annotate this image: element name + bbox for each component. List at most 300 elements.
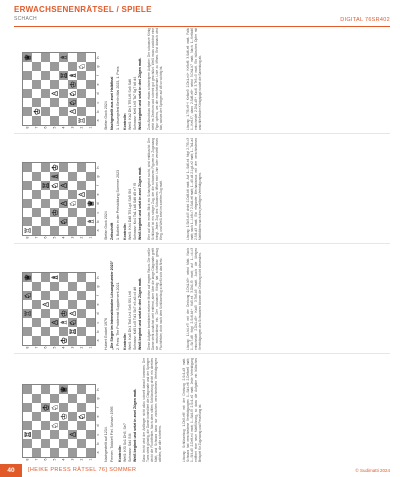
puzzle-control-label: Kontrolle: — [123, 223, 127, 240]
rank-label: 5 — [52, 126, 57, 129]
white-chess-piece-icon: ♗ — [50, 273, 60, 282]
file-label: e — [96, 83, 100, 86]
board-square — [86, 116, 95, 125]
board-square — [77, 71, 86, 80]
white-chess-piece-icon: ♖ — [23, 430, 33, 439]
white-pieces: Weiß: Kb2 Dh1 Tf5 Lf6 Sc6 Sd6 — [128, 78, 132, 130]
white-chess-piece-icon: ♘ — [68, 89, 78, 98]
white-chess-piece-icon: ♔ — [50, 163, 60, 172]
puzzle-source: Stefan Gock 2024 — [104, 101, 108, 130]
board-square — [77, 385, 86, 394]
board-square — [41, 80, 50, 89]
board-square — [32, 403, 41, 412]
white-chess-piece-icon: ♖ — [68, 327, 78, 336]
black-chess-piece-icon: ♙ — [59, 181, 69, 190]
board-square — [41, 116, 50, 125]
rank-label: 6 — [43, 236, 48, 239]
board-square — [50, 199, 59, 208]
board-square — [23, 300, 32, 309]
rank-label: 3 — [70, 236, 75, 239]
board-square — [68, 226, 77, 235]
rank-label: 3 — [70, 126, 75, 129]
file-label: d — [96, 92, 100, 95]
puzzle-award: 2. Preis: The Problemist Supplement 2021 — [116, 282, 120, 350]
rank-label: 4 — [61, 236, 66, 239]
board-square — [86, 327, 95, 336]
board-square — [77, 282, 86, 291]
board-square — [68, 163, 77, 172]
page-header — [14, 5, 390, 27]
board-square — [50, 53, 59, 62]
white-chess-piece-icon: ♔ — [41, 403, 51, 412]
board-square — [86, 190, 95, 199]
white-chess-piece-icon: ♖ — [59, 71, 69, 80]
board-square — [50, 430, 59, 439]
black-chess-piece-icon: ♔ — [68, 80, 78, 89]
board-square — [41, 226, 50, 235]
white-chess-piece-icon: ♗ — [50, 172, 60, 181]
board-square — [23, 336, 32, 345]
board-square — [59, 80, 68, 89]
board-square — [32, 300, 41, 309]
board-square — [23, 163, 32, 172]
board-square — [86, 62, 95, 71]
white-chess-piece-icon: ♘ — [68, 318, 78, 327]
board-square — [32, 53, 41, 62]
board-square — [41, 318, 50, 327]
file-label: d — [96, 424, 100, 427]
rank-label: 4 — [61, 126, 66, 129]
white-chess-piece-icon: ♘ — [23, 291, 33, 300]
board-square — [23, 394, 32, 403]
board-square — [86, 448, 95, 457]
file-label: b — [96, 220, 100, 223]
black-chess-piece-icon: ♖ — [23, 226, 33, 235]
rank-label: 8 — [25, 126, 30, 129]
white-chess-piece-icon: ♘ — [50, 181, 60, 190]
board-square — [77, 217, 86, 226]
file-label: c — [96, 321, 100, 324]
board-square — [86, 336, 95, 345]
page-footer — [0, 464, 400, 477]
rank-label: 8 — [25, 346, 30, 349]
board-square — [59, 403, 68, 412]
file-label: f — [96, 74, 100, 77]
rank-label: 1 — [88, 236, 93, 239]
board-square — [41, 448, 50, 457]
board-square — [68, 439, 77, 448]
board-square — [50, 336, 59, 345]
board-square — [77, 309, 86, 318]
board-square — [86, 181, 95, 190]
puzzle-solution: Lösung: 1.Sb5-d4!! droht 2.Dd8-b6 matt. Auf 1...Sd6-e4 folgt 2.Tf3-c3 matt; nach 1...Lb8-c7 2.Sd4-e6 matt; 1...d5-d4 2.Lg4-e2 matt; 1...Ta1-a4 2.Sf4-d3 matt. Ein eleganter Mechanismus mit vier verschiedenen Mattbildern nach den jeweiligen Verteidigungen. — [186, 138, 203, 240]
board-square — [59, 282, 68, 291]
board-square — [77, 421, 86, 430]
puzzle-author: Fernen: Tobbiefl Fiel. Schach 1995 — [110, 406, 114, 462]
black-chess-piece-icon: ♙ — [68, 430, 78, 439]
black-chess-piece-icon: ♗ — [59, 53, 69, 62]
board-square — [41, 439, 50, 448]
board-square — [68, 421, 77, 430]
white-pieces: Weiß: Kh4 Dd8 Tf3 Lg4 Sb5 Sf4 — [128, 188, 132, 240]
board-square — [32, 71, 41, 80]
board-square — [50, 394, 59, 403]
page-number: 40 — [0, 464, 22, 477]
puzzle-task: Weiß beginnt und setzt in zwei Zügen matt. — [133, 388, 137, 462]
puzzle-column-4 — [14, 26, 390, 130]
black-chess-piece-icon: ♙ — [41, 300, 51, 309]
rank-label: 2 — [79, 126, 84, 129]
black-chess-piece-icon: ♙ — [68, 107, 78, 116]
board-square — [41, 53, 50, 62]
black-chess-piece-icon: ♙ — [50, 318, 60, 327]
board-square — [68, 181, 77, 190]
black-chess-piece-icon: ♔ — [59, 412, 69, 421]
black-chess-piece-icon: ♘ — [68, 199, 78, 208]
white-chess-piece-icon: ♕ — [59, 385, 69, 394]
puzzle-control-label: Kontrolle: — [123, 333, 127, 350]
board-square — [68, 217, 77, 226]
board-square — [59, 163, 68, 172]
rank-label: 5 — [52, 458, 57, 461]
board-square — [68, 336, 77, 345]
board-square — [41, 190, 50, 199]
board-square — [23, 116, 32, 125]
black-pieces: Schwarz: Kd5 Lc5 Td1 Sb7 e3 a3 c4 d6 — [133, 286, 137, 350]
board-square — [68, 190, 77, 199]
board-square — [77, 291, 86, 300]
board-square — [23, 190, 32, 199]
board-square — [32, 98, 41, 107]
board-square — [41, 412, 50, 421]
board-square — [86, 89, 95, 98]
rank-label: 2 — [79, 346, 84, 349]
board-square — [50, 190, 59, 199]
board-square — [41, 421, 50, 430]
board-square — [59, 300, 68, 309]
board-square — [32, 309, 41, 318]
board-square — [50, 300, 59, 309]
board-square — [32, 181, 41, 190]
rank-label: 7 — [34, 458, 39, 461]
board-square — [41, 291, 50, 300]
board-square — [41, 309, 50, 318]
board-square — [77, 163, 86, 172]
puzzle-description: Ganz leicht wird der Anfänger nicht allzu schnell darauf kommen: Der Turm steht günstig, die Dame kontrolliert die Diagonale und der Springer deckt die Fluchtfelder. Nach dem stillen Schlüsselzug droht ein direktes Matt, und Schwarz kann nur zwischen verschiedenen Verteidigungen wählen, die alle scheitern. — [142, 358, 163, 462]
file-label: c — [96, 433, 100, 436]
board-square — [32, 327, 41, 336]
board-square — [23, 62, 32, 71]
board-square — [86, 394, 95, 403]
copyright-notice: © Sudimatti 2024 — [355, 468, 390, 473]
board-square — [77, 226, 86, 235]
board-square — [23, 282, 32, 291]
file-label: a — [96, 451, 100, 454]
rotated-content — [14, 26, 390, 462]
board-square — [68, 116, 77, 125]
board-square — [32, 80, 41, 89]
board-square — [23, 403, 32, 412]
board-square — [77, 273, 86, 282]
board-square — [23, 327, 32, 336]
board-square — [50, 80, 59, 89]
board-square — [68, 403, 77, 412]
file-label: h — [96, 56, 100, 59]
board-square — [50, 327, 59, 336]
board-square — [32, 208, 41, 217]
board-square — [41, 282, 50, 291]
board-square — [32, 421, 41, 430]
board-square — [41, 217, 50, 226]
board-square — [68, 62, 77, 71]
board-square — [68, 273, 77, 282]
black-chess-piece-icon: ♘ — [50, 403, 60, 412]
puzzle-source: Nachgestellt auf 1234. — [104, 426, 108, 462]
black-chess-piece-icon: ♖ — [23, 309, 33, 318]
board-square — [59, 291, 68, 300]
board-square — [32, 172, 41, 181]
black-chess-piece-icon: ♘ — [77, 62, 87, 71]
puzzle-source: Hubert Gockel 1976 — [104, 318, 108, 350]
black-chess-piece-icon: ♗ — [86, 217, 96, 226]
board-square — [41, 107, 50, 116]
puzzle-description: Diese Aufgabe kombiniert mehrere Motive auf engem Raum. Die weiße Dame steht zunächst weit entfernt, aber über die lange Diagonale greift sie entscheidend ein. Der schwarze König hat scheinbar genug Fluchtfelder, doch nach dem Schlüsselzug schließt sich das Netz. — [147, 248, 164, 350]
board-square — [32, 336, 41, 345]
board-square — [41, 327, 50, 336]
rank-label: 7 — [34, 346, 39, 349]
puzzle-description: Zum Abschluss eine etwas schwierigere Aufgabe: Der schwarze König steht im Zentrum und scheint gut geschützt. Weiß muss zunächst eine Figur opfern, um die entscheidende Linie zu öffnen. Erst danach wird klar, warum der Springer auf d6 so wichtig ist. — [147, 28, 164, 130]
board-square — [59, 430, 68, 439]
board-square — [32, 430, 41, 439]
board-square — [32, 412, 41, 421]
board-square — [77, 98, 86, 107]
board-square — [86, 172, 95, 181]
file-label: h — [96, 166, 100, 169]
board-square — [23, 412, 32, 421]
board-square — [86, 98, 95, 107]
file-label: f — [96, 406, 100, 409]
board-square — [77, 327, 86, 336]
file-label: g — [96, 175, 100, 178]
rank-label: 5 — [52, 236, 57, 239]
page-title: ERWACHSENENRÄTSEL / SPIELE — [14, 5, 152, 14]
board-square — [86, 208, 95, 217]
board-square — [77, 208, 86, 217]
board-square — [41, 208, 50, 217]
board-square — [77, 53, 86, 62]
board-square — [86, 385, 95, 394]
board-square — [68, 172, 77, 181]
file-label: a — [96, 229, 100, 232]
rank-label: 7 — [34, 126, 39, 129]
file-label: c — [96, 211, 100, 214]
puzzle-task: Weiß beginnt und setzt in drei Zügen matt. — [138, 57, 142, 130]
board-square — [77, 336, 86, 345]
board-square — [32, 199, 41, 208]
board-square — [50, 291, 59, 300]
board-square — [50, 439, 59, 448]
board-square — [86, 273, 95, 282]
board-square — [86, 163, 95, 172]
board-square — [23, 80, 32, 89]
board-square — [23, 448, 32, 457]
board-square — [59, 439, 68, 448]
board-square — [50, 412, 59, 421]
board-square — [77, 394, 86, 403]
file-label: h — [96, 388, 100, 391]
rank-label: 5 — [52, 346, 57, 349]
board-square — [86, 439, 95, 448]
white-chess-piece-icon: ♕ — [23, 273, 33, 282]
board-square — [77, 430, 86, 439]
board-square — [59, 273, 68, 282]
board-square — [77, 448, 86, 457]
white-pieces: Weiß: Kf3 Sc1 Dh5, Se7 — [123, 423, 127, 462]
board-square — [59, 394, 68, 403]
board-square — [32, 217, 41, 226]
white-chess-piece-icon: ♗ — [68, 71, 78, 80]
board-square — [86, 421, 95, 430]
puzzle-description: Wer auf den ersten Blick ein Schachgebot sucht, wird enttäuscht: Der Schlüssel ist ein ruhiger Zug, der die schwarzen Figuren in Zugzwang bringt. Jeder Zug des Schwarzen öffnet eine Linie oder verstellt einen Weg, und Weiß setzt im zweiten Zug matt. — [147, 138, 164, 240]
board-square — [50, 107, 59, 116]
file-label: b — [96, 330, 100, 333]
board-square — [77, 439, 86, 448]
board-square — [77, 300, 86, 309]
board-square — [68, 208, 77, 217]
puzzle-column-2 — [14, 246, 390, 350]
file-label: h — [96, 276, 100, 279]
board-square — [86, 226, 95, 235]
board-square — [59, 62, 68, 71]
puzzle-task: Weiß beginnt und setzt in zwei Zügen matt. — [138, 166, 142, 240]
board-square — [59, 98, 68, 107]
board-square — [77, 199, 86, 208]
black-chess-piece-icon: ♙ — [77, 190, 87, 199]
board-square — [50, 226, 59, 235]
rank-label: 4 — [61, 458, 66, 461]
rank-label: 2 — [79, 236, 84, 239]
black-chess-piece-icon: ♙ — [59, 199, 69, 208]
board-square — [68, 291, 77, 300]
board-square — [50, 448, 59, 457]
board-square — [32, 273, 41, 282]
board-square — [41, 62, 50, 71]
board-square — [32, 190, 41, 199]
column-divider — [14, 133, 390, 134]
board-square — [41, 336, 50, 345]
puzzle-heading: Zeitschrift — [110, 222, 114, 240]
file-label: g — [96, 285, 100, 288]
board-square — [23, 385, 32, 394]
file-label: g — [96, 397, 100, 400]
black-chess-piece-icon: ♗ — [59, 318, 69, 327]
board-square — [32, 291, 41, 300]
board-square — [68, 385, 77, 394]
rank-label: 3 — [70, 458, 75, 461]
white-chess-piece-icon: ♔ — [59, 336, 69, 345]
puzzle-solution: Lösung: 1.Tf5-e5+! Ke6xe5 2.Dh1-e4+ Ke5xf6 3.Sd6-e8 matt. Falls 1...Ke6-f7, dann 2.Sd6-e8+ nebst 3.Dh1-h7 matt. Nach 1...Ke6xd6 entscheidet 2.Dh1-d5+ Kxc6 3.Te5-c5 matt. Ein hübsches Opfer mit anschließender Königsjagd rundet die Sammlung ab. — [186, 28, 203, 130]
board-square — [23, 199, 32, 208]
board-square — [86, 403, 95, 412]
rank-label: 6 — [43, 126, 48, 129]
puzzle-control-label: Kontrolle: — [118, 445, 122, 462]
board-square — [23, 318, 32, 327]
board-square — [77, 107, 86, 116]
rank-label: 1 — [88, 458, 93, 461]
board-square — [77, 403, 86, 412]
board-square — [32, 385, 41, 394]
black-chess-piece-icon: ♘ — [50, 421, 60, 430]
board-square — [32, 448, 41, 457]
file-label: f — [96, 184, 100, 187]
board-square — [32, 89, 41, 98]
puzzle-heading: Nachgestellt aus zwei Halbfinal — [110, 76, 114, 130]
rank-label: 8 — [25, 236, 30, 239]
board-square — [23, 172, 32, 181]
rank-label: 4 — [61, 346, 66, 349]
board-square — [41, 71, 50, 80]
board-square — [59, 89, 68, 98]
black-pieces: Schwarz: Kc4 Ta1 Lb8 Sd6 d5 e7 f5 — [133, 182, 137, 240]
column-divider — [14, 353, 390, 354]
board-square — [59, 448, 68, 457]
board-square — [59, 327, 68, 336]
puzzle-control-label: Kontrolle: — [123, 113, 127, 130]
board-square — [50, 116, 59, 125]
issue-label: DIGITAL 76SR402 — [340, 17, 390, 23]
board-square — [86, 309, 95, 318]
black-pieces: Schwarz: Ke6 Lh5 Ta7 Sg7 b6 d4 — [133, 76, 137, 130]
board-square — [50, 62, 59, 71]
puzzle-heading: „Die Sieger im Internationalen Lösungsturnier 2023" — [110, 260, 114, 350]
file-label: c — [96, 101, 100, 104]
board-square — [59, 190, 68, 199]
white-chess-piece-icon: ♘ — [77, 412, 87, 421]
board-square — [77, 181, 86, 190]
board-square — [32, 394, 41, 403]
board-square — [23, 208, 32, 217]
board-square — [59, 226, 68, 235]
chess-board — [18, 48, 100, 130]
rank-label: 7 — [34, 236, 39, 239]
board-square — [86, 412, 95, 421]
board-square — [32, 439, 41, 448]
puzzle-task: Weiß beginnt und setzt in drei Zügen matt. — [138, 277, 142, 350]
rank-label: 2 — [79, 458, 84, 461]
board-square — [68, 53, 77, 62]
file-label: f — [96, 294, 100, 297]
file-label: e — [96, 415, 100, 418]
board-square — [41, 385, 50, 394]
column-divider — [14, 243, 390, 244]
board-square — [32, 282, 41, 291]
puzzle-award: 1. Lösungsfest Berlin Mai 2023, 1. Preis — [116, 66, 120, 130]
board-square — [59, 107, 68, 116]
board-square — [41, 394, 50, 403]
rank-label: 8 — [25, 458, 30, 461]
board-square — [41, 163, 50, 172]
board-square — [50, 98, 59, 107]
file-label: d — [96, 202, 100, 205]
file-label: e — [96, 303, 100, 306]
board-square — [86, 71, 95, 80]
board-square — [59, 172, 68, 181]
chess-board — [18, 158, 100, 240]
board-square — [23, 107, 32, 116]
rank-label: 1 — [88, 346, 93, 349]
board-square — [23, 71, 32, 80]
black-pieces: Schwarz: Sd4 Sf4 — [128, 433, 132, 462]
